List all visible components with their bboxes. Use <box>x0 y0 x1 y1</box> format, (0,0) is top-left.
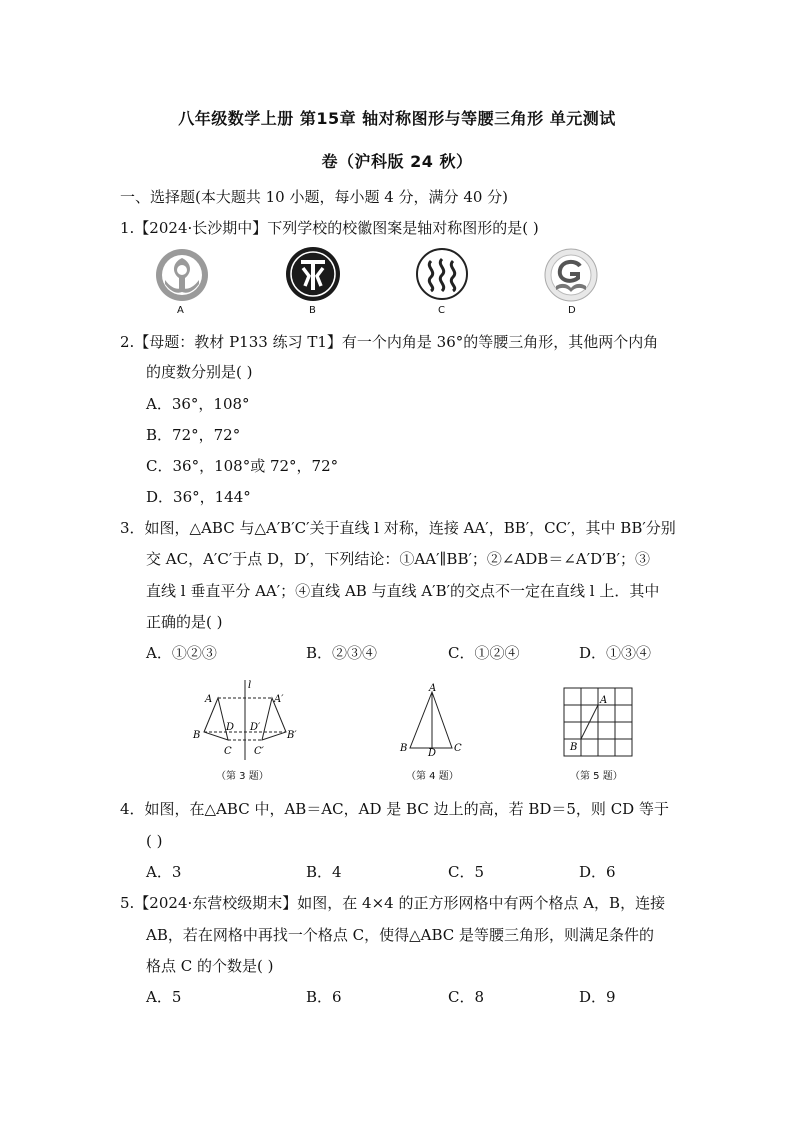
question-4-stem-line1: 4．如图，在△ABC 中，AB＝AC，AD 是 BC 边上的高，若 BD＝5，则 CD 等于 <box>120 800 669 818</box>
fig5-label-a: A <box>600 695 608 706</box>
fig3-label-a-prime: A′ <box>274 694 284 705</box>
figure-4-diagram <box>396 682 466 756</box>
badge-label-c: C <box>438 305 445 316</box>
badge-d-icon <box>544 248 598 302</box>
q4-option-b[interactable]: B．4 <box>306 863 342 881</box>
figure-3-caption: （第 3 题） <box>216 771 269 782</box>
fig5-label-b: B <box>570 742 578 753</box>
fig3-label-c: C <box>224 746 232 757</box>
figure-5-caption: （第 5 题） <box>570 771 623 782</box>
badge-label-d: D <box>568 305 576 316</box>
question-2-stem-line1: 2.【母题：教材 P133 练习 T1】有一个内角是 36°的等腰三角形，其他两个内角 <box>120 333 659 351</box>
fig4-label-c: C <box>454 743 462 754</box>
fig4-label-d: D <box>428 748 437 756</box>
question-3-stem-line3: 直线 l 垂直平分 AA′；④直线 AB 与直线 A′B′的交点不一定在直线 l 上．其中 <box>146 582 660 600</box>
fig3-label-d-prime: D′ <box>250 722 261 733</box>
figure-3-diagram <box>190 676 300 762</box>
fig3-label-d: D <box>226 722 235 733</box>
q4-option-d[interactable]: D．6 <box>579 863 616 881</box>
q5-option-b[interactable]: B．6 <box>306 988 342 1006</box>
q3-option-b[interactable]: B．②③④ <box>306 644 378 662</box>
page-title-line1: 八年级数学上册 第15章 轴对称图形与等腰三角形 单元测试 <box>178 109 616 128</box>
q4-option-a[interactable]: A．3 <box>146 863 182 881</box>
badge-c-icon <box>415 247 469 301</box>
fig4-label-a: A <box>429 683 437 694</box>
fig3-label-b: B <box>193 730 201 741</box>
badge-a-icon <box>155 248 209 302</box>
fig3-label-c-prime: C′ <box>254 746 264 757</box>
question-5-stem-line2: AB，若在网格中再找一个格点 C，使得△ABC 是等腰三角形，则满足条件的 <box>146 926 655 944</box>
fig3-label-b-prime: B′ <box>287 730 297 741</box>
fig4-label-b: B <box>400 743 408 754</box>
question-4-stem-line2: ( ) <box>146 832 163 850</box>
q2-option-b[interactable]: B．72°，72° <box>146 426 241 444</box>
question-1-stem: 1.【2024·长沙期中】下列学校的校徽图案是轴对称图形的是( ) <box>120 219 539 237</box>
q5-option-c[interactable]: C．8 <box>448 988 485 1006</box>
badge-b-icon <box>285 246 341 302</box>
q2-option-d[interactable]: D．36°，144° <box>146 488 251 506</box>
figure-5-grid-diagram <box>560 684 640 760</box>
fig3-label-a: A <box>205 694 213 705</box>
question-5-stem-line1: 5.【2024·东营校级期末】如图，在 4×4 的正方形网格中有两个格点 A，B，连接 <box>120 894 666 912</box>
q2-option-a[interactable]: A．36°，108° <box>146 395 250 413</box>
q3-option-d[interactable]: D．①③④ <box>579 644 652 662</box>
q4-option-c[interactable]: C．5 <box>448 863 485 881</box>
fig3-label-l: l <box>248 680 252 691</box>
question-5-stem-line3: 格点 C 的个数是( ) <box>146 957 274 975</box>
question-3-stem-line4: 正确的是( ) <box>146 613 223 631</box>
q3-option-c[interactable]: C．①②④ <box>448 644 520 662</box>
section-heading: 一、选择题(本大题共 10 小题，每小题 4 分，满分 40 分) <box>120 188 509 206</box>
badge-label-a: A <box>177 305 184 316</box>
question-3-stem-line2: 交 AC，A′C′于点 D，D′，下列结论：①AA′∥BB′；②∠ADB＝∠A′D′B′；③ <box>146 550 650 568</box>
question-2-stem-line2: 的度数分别是( ) <box>146 363 253 381</box>
q3-option-a[interactable]: A．①②③ <box>146 644 217 662</box>
q5-option-d[interactable]: D．9 <box>579 988 616 1006</box>
figure-4-caption: （第 4 题） <box>406 771 459 782</box>
question-3-stem-line1: 3．如图，△ABC 与△A′B′C′关于直线 l 对称，连接 AA′，BB′，CC′，其中 BB′分别 <box>120 519 676 537</box>
page-title-line2: 卷（沪科版 24 秋） <box>321 152 473 171</box>
q5-option-a[interactable]: A．5 <box>146 988 182 1006</box>
q2-option-c[interactable]: C．36°，108°或 72°，72° <box>146 457 339 475</box>
badge-label-b: B <box>309 305 316 316</box>
